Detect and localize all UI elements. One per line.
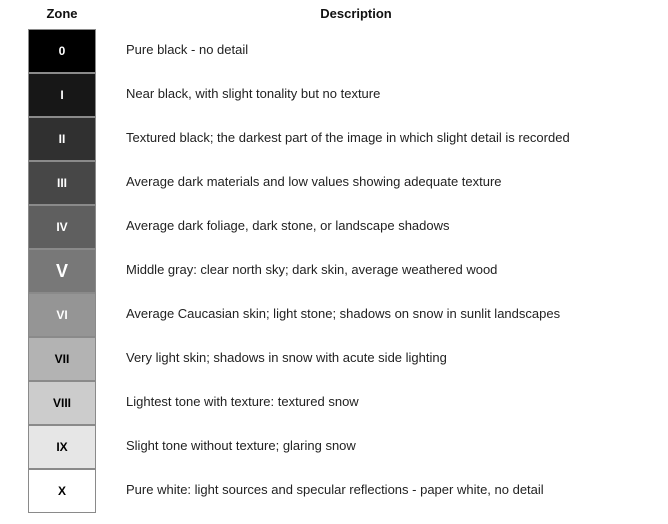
zone-description: Average Caucasian skin; light stone; shadows on snow in sunlit landscapes	[126, 306, 561, 321]
zone-swatch: VIII	[28, 381, 96, 425]
zone-description: Average dark materials and low values showing adequate texture	[126, 174, 502, 189]
zone-description: Slight tone without texture; glaring snow	[126, 438, 356, 453]
zone-row-7	[28, 337, 648, 381]
zone-swatch: I	[28, 73, 96, 117]
zone-row-9	[28, 425, 648, 469]
zone-swatch: IV	[28, 205, 96, 249]
description-column-header: Description	[320, 6, 392, 21]
zone-row-6	[28, 293, 648, 337]
zone-column-header: Zone	[46, 6, 78, 21]
zone-description: Textured black; the darkest part of the image in which slight detail is recorded	[126, 130, 570, 145]
zone-description: Average dark foliage, dark stone, or landscape shadows	[126, 218, 450, 233]
zone-description: Lightest tone with texture: textured snow	[126, 394, 359, 409]
zone-description: Middle gray: clear north sky; dark skin, average weathered wood	[126, 262, 498, 277]
zone-row-10	[28, 469, 648, 513]
zone-row-5	[28, 249, 648, 293]
zone-row-3	[28, 161, 648, 205]
zone-description: Very light skin; shadows in snow with acute side lighting	[126, 350, 447, 365]
zone-row-8	[28, 381, 648, 425]
zone-swatch: V	[28, 249, 96, 293]
zone-row-2	[28, 117, 648, 161]
zone-description: Near black, with slight tonality but no texture	[126, 86, 381, 101]
zone-row-1	[28, 73, 648, 117]
zone-swatch: VI	[28, 293, 96, 337]
zone-swatch: II	[28, 117, 96, 161]
zone-swatch: III	[28, 161, 96, 205]
zone-row-4	[28, 205, 648, 249]
zone-swatch: IX	[28, 425, 96, 469]
zone-swatch: 0	[28, 29, 96, 73]
zone-description: Pure white: light sources and specular reflections - paper white, no detail	[126, 482, 544, 497]
zone-swatch: VII	[28, 337, 96, 381]
zone-description: Pure black - no detail	[126, 42, 249, 57]
zone-swatch: X	[28, 469, 96, 513]
zone-row-0	[28, 29, 648, 73]
